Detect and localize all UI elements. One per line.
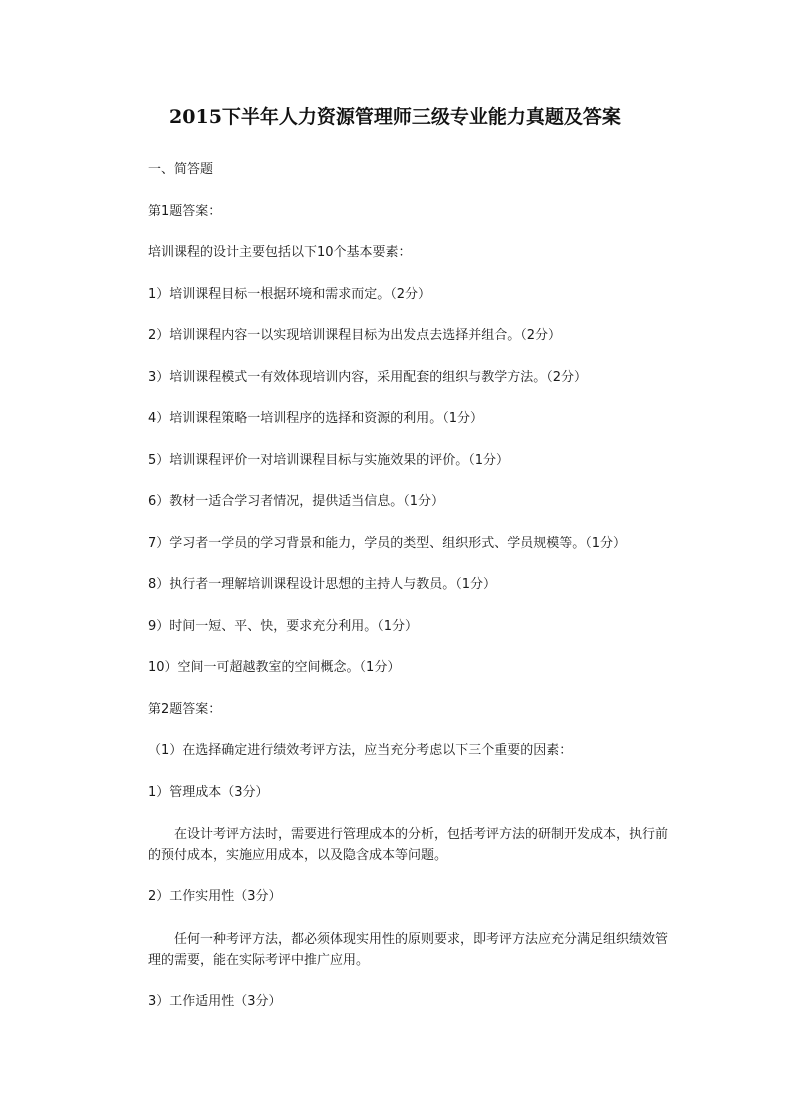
q1-item-7: 7）学习者一学员的学习背景和能力，学员的类型、组织形式、学员规模等。（1分） [148,536,627,551]
q1-item-10: 10）空间一可超越教室的空间概念。（1分） [148,660,401,675]
q2-factor1-title: 1）管理成本（3分） [148,785,269,800]
q1-item-2: 2）培训课程内容一以实现培训课程目标为出发点去选择并组合。（2分） [148,328,562,343]
section-heading: 一、简答题 [148,162,214,177]
q2-factor3-title: 3）工作适用性（3分） [148,994,282,1009]
q1-intro: 培训课程的设计主要包括以下10个基本要素： [148,245,412,260]
q1-item-8: 8）执行者一理解培训课程设计思想的主持人与教员。（1分） [148,577,497,592]
q1-item-6: 6）教材一适合学习者情况，提供适当信息。（1分） [148,494,445,509]
q1-item-3: 3）培训课程模式一有效体现培训内容，采用配套的组织与教学方法。（2分） [148,370,588,385]
q2-factor1-text: 在设计考评方法时，需要进行管理成本的分析，包括考评方法的研制开发成本，执行前的预付成本，实施应用成本，以及隐含成本等问题。 [148,827,669,863]
q2-factor2-title: 2）工作实用性（3分） [148,889,282,904]
q1-item-9: 9）时间一短、平、快，要求充分利用。（1分） [148,619,419,634]
q2-factor2-text: 任何一种考评方法，都必须体现实用性的原则要求，即考评方法应充分满足组织绩效管理的需要，能在实际考评中推广应用。 [148,932,669,968]
document-title: 2015下半年人力资源管理师三级专业能力真题及答案 [169,106,621,128]
q2-intro: （1）在选择确定进行绩效考评方法，应当充分考虑以下三个重要的因素： [148,743,573,758]
q1-item-5: 5）培训课程评价一对培训课程目标与实施效果的评价。（1分） [148,453,510,468]
q1-item-4: 4）培训课程策略一培训程序的选择和资源的利用。（1分） [148,411,484,426]
q2-heading: 第2题答案： [148,702,222,717]
q1-heading: 第1题答案： [148,204,222,219]
q1-item-1: 1）培训课程目标一根据环境和需求而定。（2分） [148,287,432,302]
